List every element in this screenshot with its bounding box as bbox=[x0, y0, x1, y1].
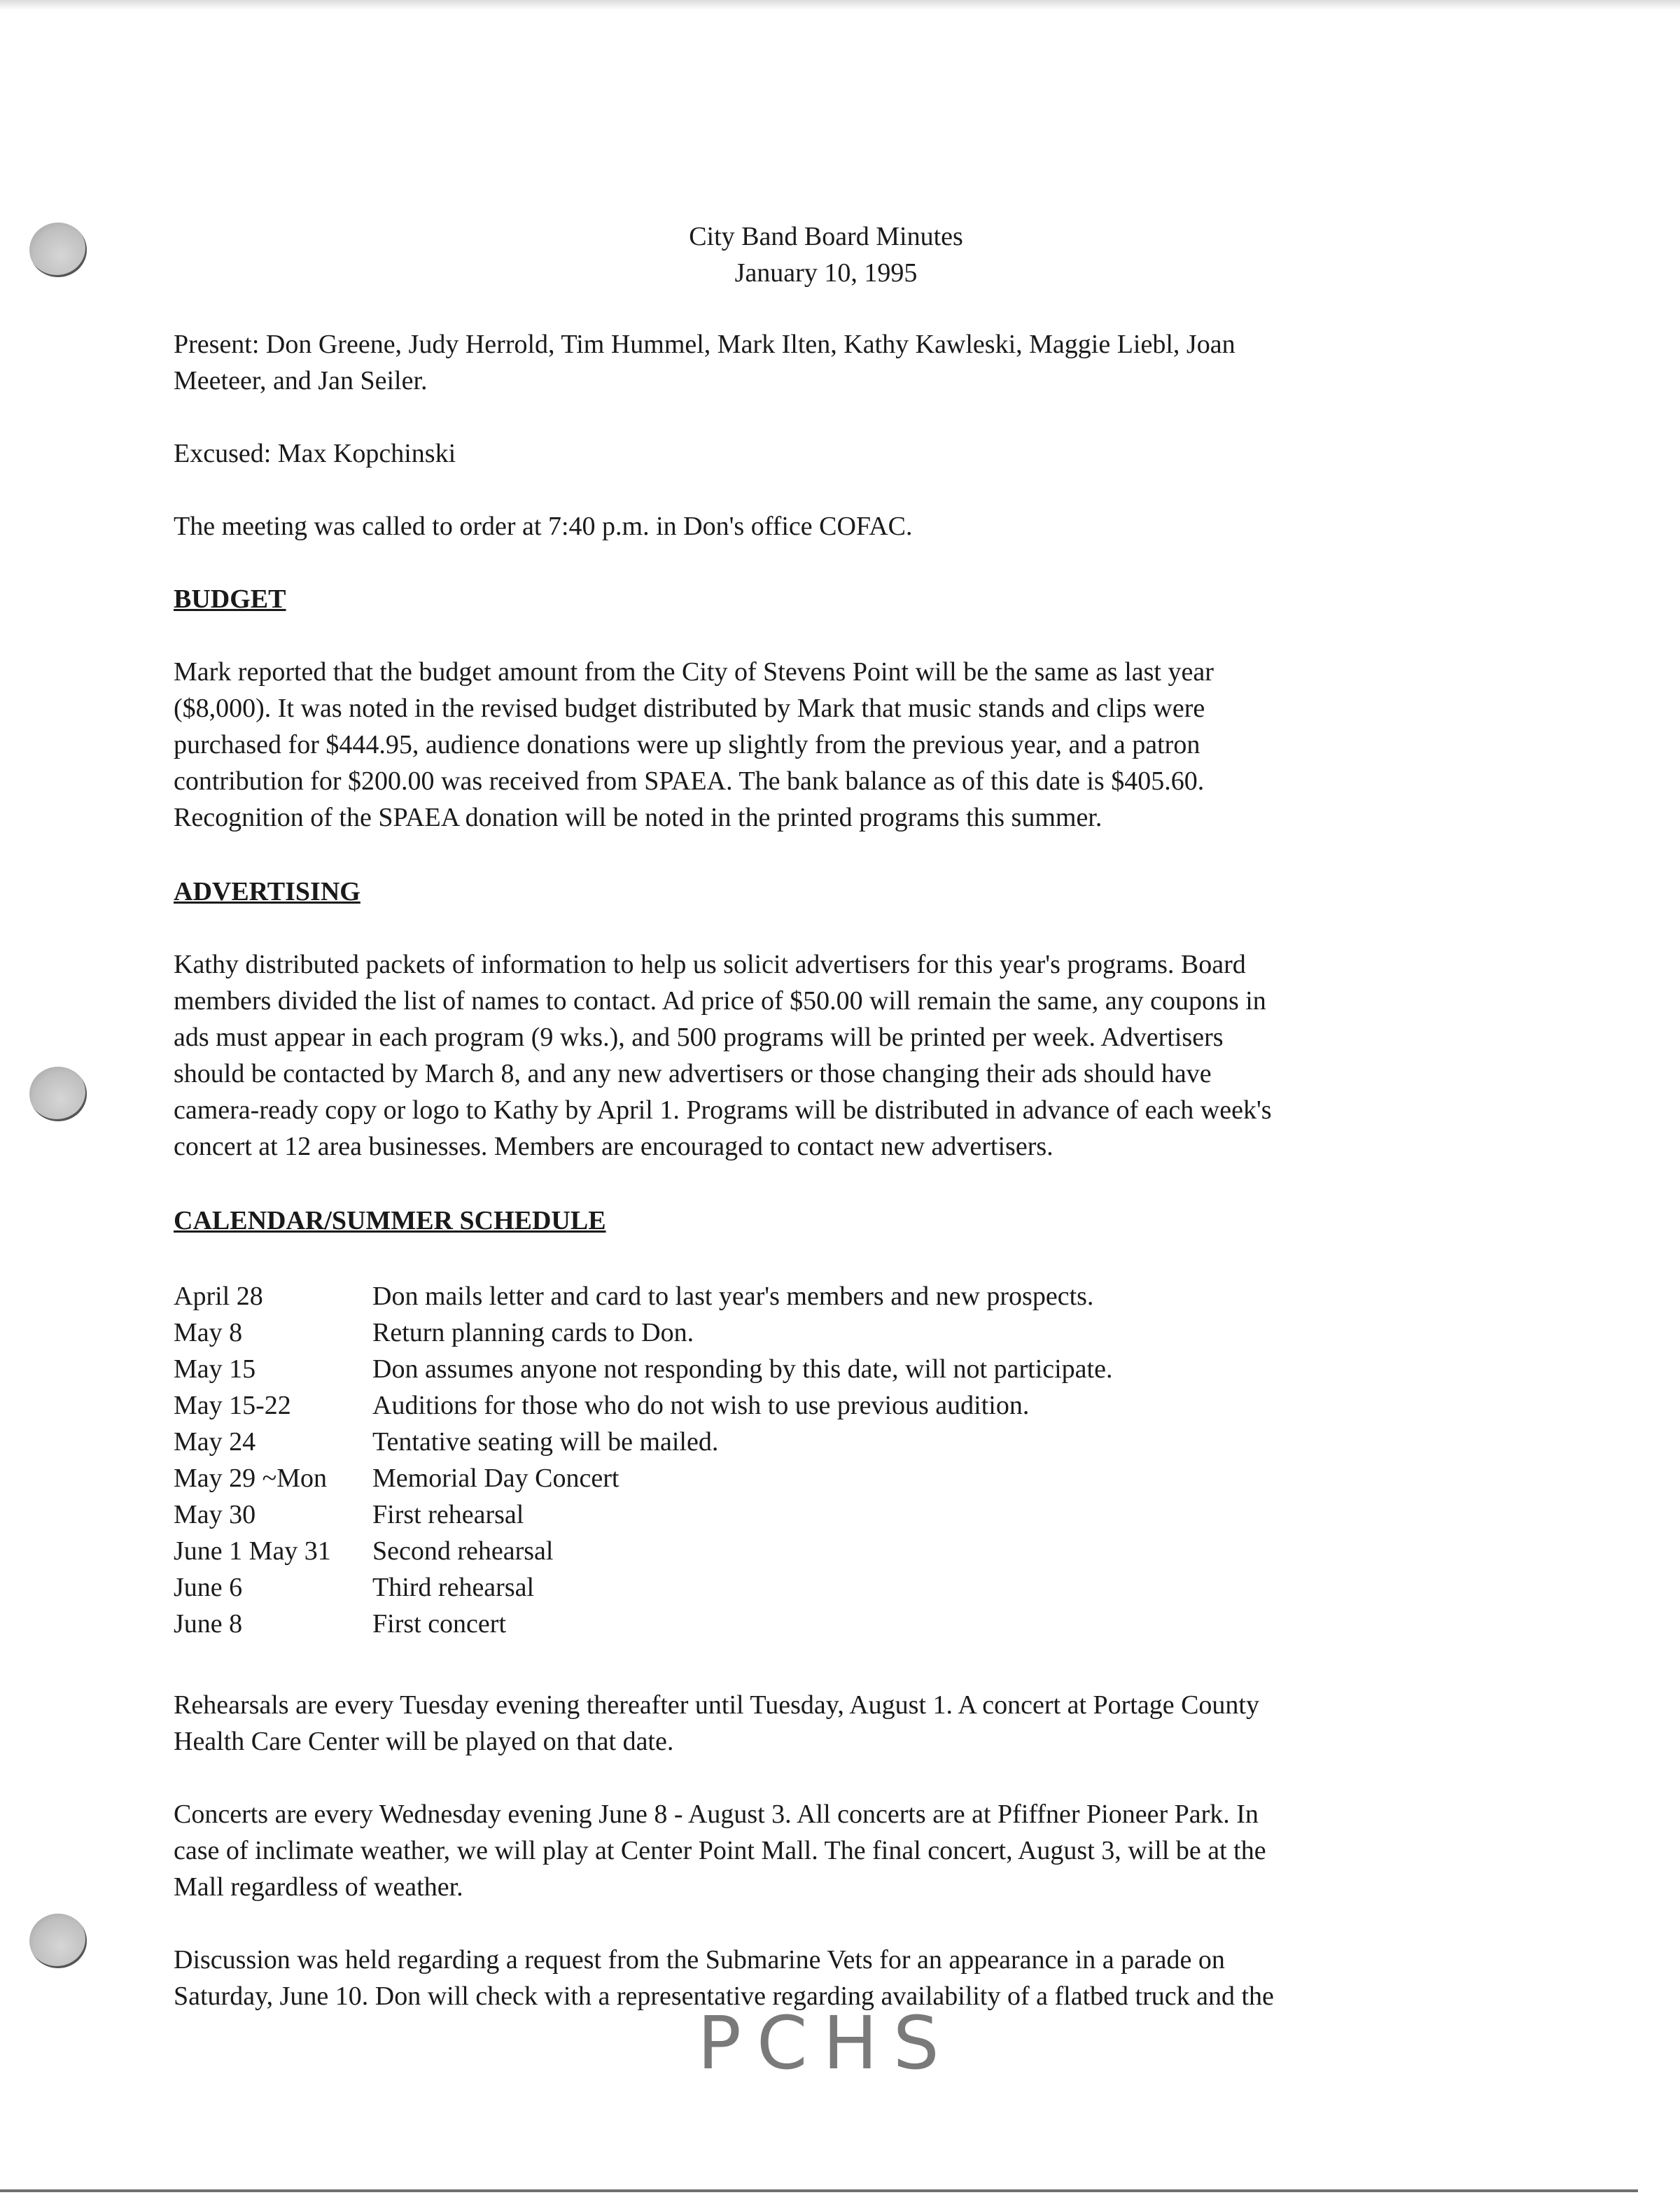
schedule-event: Don mails letter and card to last year's members and new prospects. bbox=[372, 1282, 1094, 1311]
excused-line: Excused: Max Kopchinski bbox=[174, 439, 456, 468]
budget-line: Recognition of the SPAEA donation will be noted in the printed programs this summer. bbox=[174, 803, 1102, 832]
rehearsals-line-2: Health Care Center will be played on that date. bbox=[174, 1727, 674, 1756]
schedule-date: June 1 May 31 bbox=[174, 1536, 331, 1566]
schedule-date: May 30 bbox=[174, 1500, 256, 1529]
advertising-line: concert at 12 area businesses. Members are encouraged to contact new advertisers. bbox=[174, 1132, 1054, 1161]
schedule-date: May 8 bbox=[174, 1318, 243, 1347]
schedule-row bbox=[174, 1387, 1112, 1424]
schedule-date: June 6 bbox=[174, 1573, 243, 1602]
budget-heading: BUDGET bbox=[174, 584, 286, 614]
present-line-2: Meeteer, and Jan Seiler. bbox=[174, 366, 428, 395]
schedule-date: May 15-22 bbox=[174, 1391, 291, 1420]
schedule-event: Auditions for those who do not wish to use previous audition. bbox=[372, 1391, 1030, 1420]
discussion-line-1: Discussion was held regarding a request from the Submarine Vets for an appearance in a parade on bbox=[174, 1945, 1225, 1975]
schedule-event: First rehearsal bbox=[372, 1500, 524, 1529]
advertising-line: camera-ready copy or logo to Kathy by April 1. Programs will be distributed in advance of each week's bbox=[174, 1095, 1272, 1125]
schedule-event: Second rehearsal bbox=[372, 1536, 554, 1566]
schedule-date: May 29 ~Mon bbox=[174, 1464, 328, 1493]
budget-line: ($8,000). It was noted in the revised budget distributed by Mark that music stands and clips were bbox=[174, 694, 1205, 723]
advertising-heading: ADVERTISING bbox=[174, 877, 360, 906]
schedule-row bbox=[174, 1496, 1112, 1533]
advertising-line: Kathy distributed packets of information to help us solicit advertisers for this year's programs. Board bbox=[174, 950, 1246, 979]
advertising-line: should be contacted by March 8, and any new advertisers or those changing their ads should have bbox=[174, 1059, 1212, 1088]
schedule-event: First concert bbox=[372, 1609, 507, 1639]
budget-line: Mark reported that the budget amount from the City of Stevens Point will be the same as last year bbox=[174, 657, 1214, 687]
schedule-row bbox=[174, 1424, 1112, 1460]
schedule-date: May 15 bbox=[174, 1354, 256, 1384]
concerts-line-1: Concerts are every Wednesday evening June 8 - August 3. All concerts are at Pfiffner Pioneer Park. In bbox=[174, 1800, 1259, 1829]
scan-bottom-edge bbox=[0, 2189, 1638, 2192]
schedule-row bbox=[174, 1533, 1112, 1569]
schedule-event: Return planning cards to Don. bbox=[372, 1318, 694, 1347]
schedule-event: Tentative seating will be mailed. bbox=[372, 1427, 719, 1457]
schedule-row bbox=[174, 1314, 1112, 1351]
schedule-row bbox=[174, 1460, 1112, 1496]
discussion-line-2: Saturday, June 10. Don will check with a representative regarding availability of a flatbed truck and the bbox=[174, 1982, 1274, 2011]
binder-hole-bottom bbox=[29, 1914, 87, 1968]
schedule-event: Third rehearsal bbox=[372, 1573, 535, 1602]
pchs-watermark: PCHS bbox=[697, 2000, 955, 2086]
schedule-table bbox=[174, 1278, 1112, 1642]
schedule-row bbox=[174, 1351, 1112, 1387]
budget-line: contribution for $200.00 was received from SPAEA. The bank balance as of this date is $405.60. bbox=[174, 766, 1205, 796]
schedule-date: June 8 bbox=[174, 1609, 243, 1639]
schedule-date: April 28 bbox=[174, 1282, 263, 1311]
schedule-row bbox=[174, 1569, 1112, 1606]
document-title: City Band Board Minutes bbox=[689, 222, 963, 251]
advertising-line: members divided the list of names to contact. Ad price of $50.00 will remain the same, any coupons in bbox=[174, 986, 1266, 1016]
scan-top-edge bbox=[0, 0, 1680, 10]
schedule-event: Memorial Day Concert bbox=[372, 1464, 620, 1493]
call-to-order: The meeting was called to order at 7:40 p.m. in Don's office COFAC. bbox=[174, 512, 913, 541]
advertising-line: ads must appear in each program (9 wks.), and 500 programs will be printed per week. Advertisers bbox=[174, 1023, 1224, 1052]
budget-line: purchased for $444.95, audience donations were up slightly from the previous year, and a patron bbox=[174, 730, 1200, 759]
schedule-row bbox=[174, 1278, 1112, 1314]
concerts-line-3: Mall regardless of weather. bbox=[174, 1872, 463, 1902]
present-line-1: Present: Don Greene, Judy Herrold, Tim Hummel, Mark Ilten, Kathy Kawleski, Maggie Liebl, Joan bbox=[174, 330, 1236, 359]
schedule-row bbox=[174, 1606, 1112, 1642]
binder-hole-middle bbox=[29, 1067, 87, 1121]
calendar-heading: CALENDAR/SUMMER SCHEDULE bbox=[174, 1206, 606, 1235]
schedule-event: Don assumes anyone not responding by this date, will not participate. bbox=[372, 1354, 1113, 1384]
rehearsals-line-1: Rehearsals are every Tuesday evening thereafter until Tuesday, August 1. A concert at Portage County bbox=[174, 1690, 1259, 1720]
document-date: January 10, 1995 bbox=[734, 258, 918, 288]
concerts-line-2: case of inclimate weather, we will play at Center Point Mall. The final concert, August 3, will be at the bbox=[174, 1836, 1266, 1865]
schedule-date: May 24 bbox=[174, 1427, 256, 1457]
